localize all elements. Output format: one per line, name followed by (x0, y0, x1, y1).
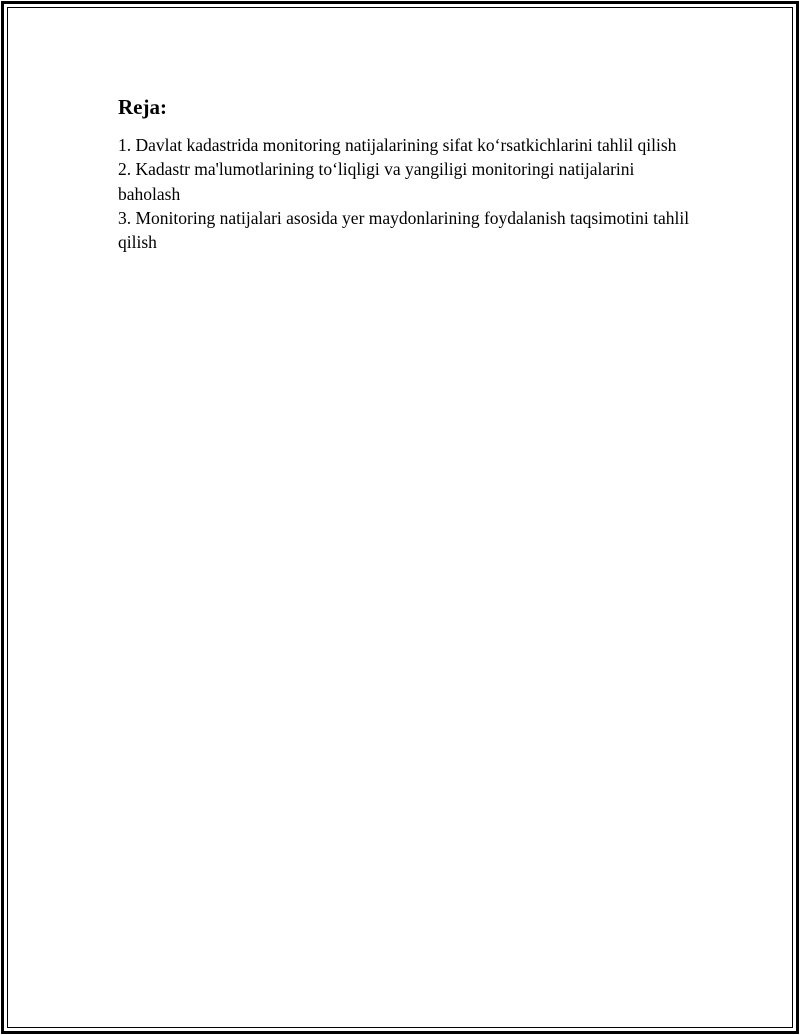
plan-heading: Reja: (118, 95, 167, 119)
plan-item-1: 1. Davlat kadastrida monitoring natijalarining sifat ko‘rsatkichlarini tahlil qilish (118, 135, 677, 155)
plan-item-2: 2. Kadastr ma'lumotlarining to‘liqligi va yangiligi monitoringi natijalarini baholash (118, 159, 635, 204)
plan-item-3: 3. Monitoring natijalari asosida yer maydonlarining foydalanish taqsimotini tahlil qilish (118, 207, 690, 253)
plan-list (118, 133, 698, 254)
page-content (118, 93, 698, 254)
